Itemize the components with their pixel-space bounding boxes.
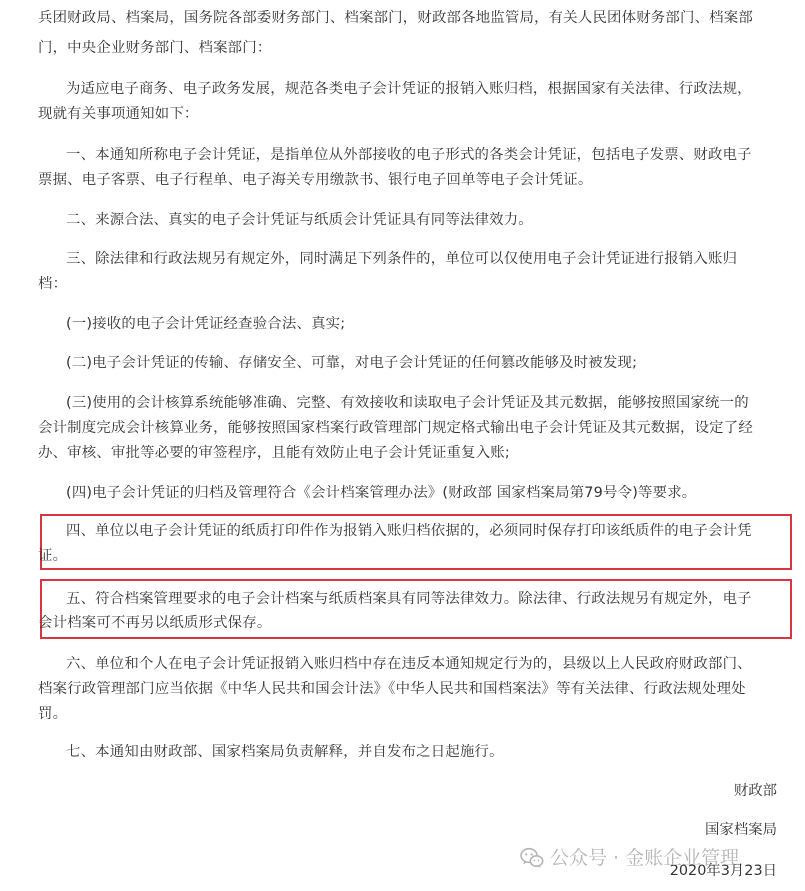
item4-line-2: 证。 xyxy=(38,548,68,564)
item1-line-1: 一、本通知所称电子会计凭证，是指单位从外部接收的电子形式的各类会计凭证，包括电子发票、财政电子 xyxy=(66,147,752,163)
item6-line-2: 档案行政管理部门应当依据《中华人民共和国会计法》《中华人民共和国档案法》等有关法律、行政法规处理处 xyxy=(38,681,746,697)
item5-line-2: 会计档案可不再另以纸质形式保存。 xyxy=(38,615,272,631)
watermark-text: 公众号 · 金账企业管理 xyxy=(550,847,740,869)
document-date: 2020年3月23日 xyxy=(669,863,777,879)
condition-2: (二)电子会计凭证的传输、存储安全、可靠，对电子会计凭证的任何篡改能够及时被发现; xyxy=(66,355,638,371)
watermark xyxy=(520,846,739,870)
item6-line-3: 罚。 xyxy=(38,706,68,722)
condition-4: (四)电子会计凭证的归档及管理符合《会计档案管理办法》(财政部 国家档案局第79号令)等要求。 xyxy=(66,485,697,501)
purpose-line-1: 为适应电子商务、电子政务发展，规范各类电子会计凭证的报销入账归档，根据国家有关法律、行政法规， xyxy=(66,81,752,97)
item4-line-1: 四、单位以电子会计凭证的纸质打印件作为报销入账归档依据的，必须同时保存打印该纸质件的电子会计凭 xyxy=(66,523,752,539)
signatory-mof: 财政部 xyxy=(733,783,777,799)
signatory-saa: 国家档案局 xyxy=(705,822,777,838)
wechat-icon xyxy=(520,847,544,869)
condition-3-line-3: 办、审核、审批等必要的审签程序，且能有效防止电子会计凭证重复入账; xyxy=(38,445,510,461)
item3-line-2: 档： xyxy=(38,276,68,292)
condition-3-line-2: 会计制度完成会计核算业务，能够按照国家档案行政管理部门规定格式输出电子会计凭证及其元数据，设定了经 xyxy=(38,420,753,436)
item1-line-2: 票据、电子客票、电子行程单、电子海关专用缴款书、银行电子回单等电子会计凭证。 xyxy=(38,172,593,188)
intro-line-1: 兵团财政局、档案局，国务院各部委财务部门、档案部门，财政部各地监管局，有关人民团体财务部门、档案部 xyxy=(38,10,753,26)
item6-line-1: 六、单位和个人在电子会计凭证报销入账归档中存在违反本通知规定行为的，县级以上人民政府财政部门、 xyxy=(66,656,752,672)
item3-line-1: 三、除法律和行政法规另有规定外，同时满足下列条件的，单位可以仅使用电子会计凭证进行报销入账归 xyxy=(66,251,738,267)
item5-line-1: 五、符合档案管理要求的电子会计档案与纸质档案具有同等法律效力。除法律、行政法规另有规定外，电子 xyxy=(66,591,752,607)
intro-line-2: 门，中央企业财务部门、档案部门： xyxy=(38,40,272,56)
purpose-line-2: 现就有关事项通知如下： xyxy=(38,106,199,122)
item7-line: 七、本通知由财政部、国家档案局负责解释，并自发布之日起施行。 xyxy=(66,744,504,760)
item2-line: 二、来源合法、真实的电子会计凭证与纸质会计凭证具有同等法律效力。 xyxy=(66,212,533,228)
condition-3-line-1: (三)使用的会计核算系统能够准确、完整、有效接收和读取电子会计凭证及其元数据，能够按照国家统一的 xyxy=(66,395,749,411)
condition-1: (一)接收的电子会计凭证经查验合法、真实; xyxy=(66,316,346,332)
